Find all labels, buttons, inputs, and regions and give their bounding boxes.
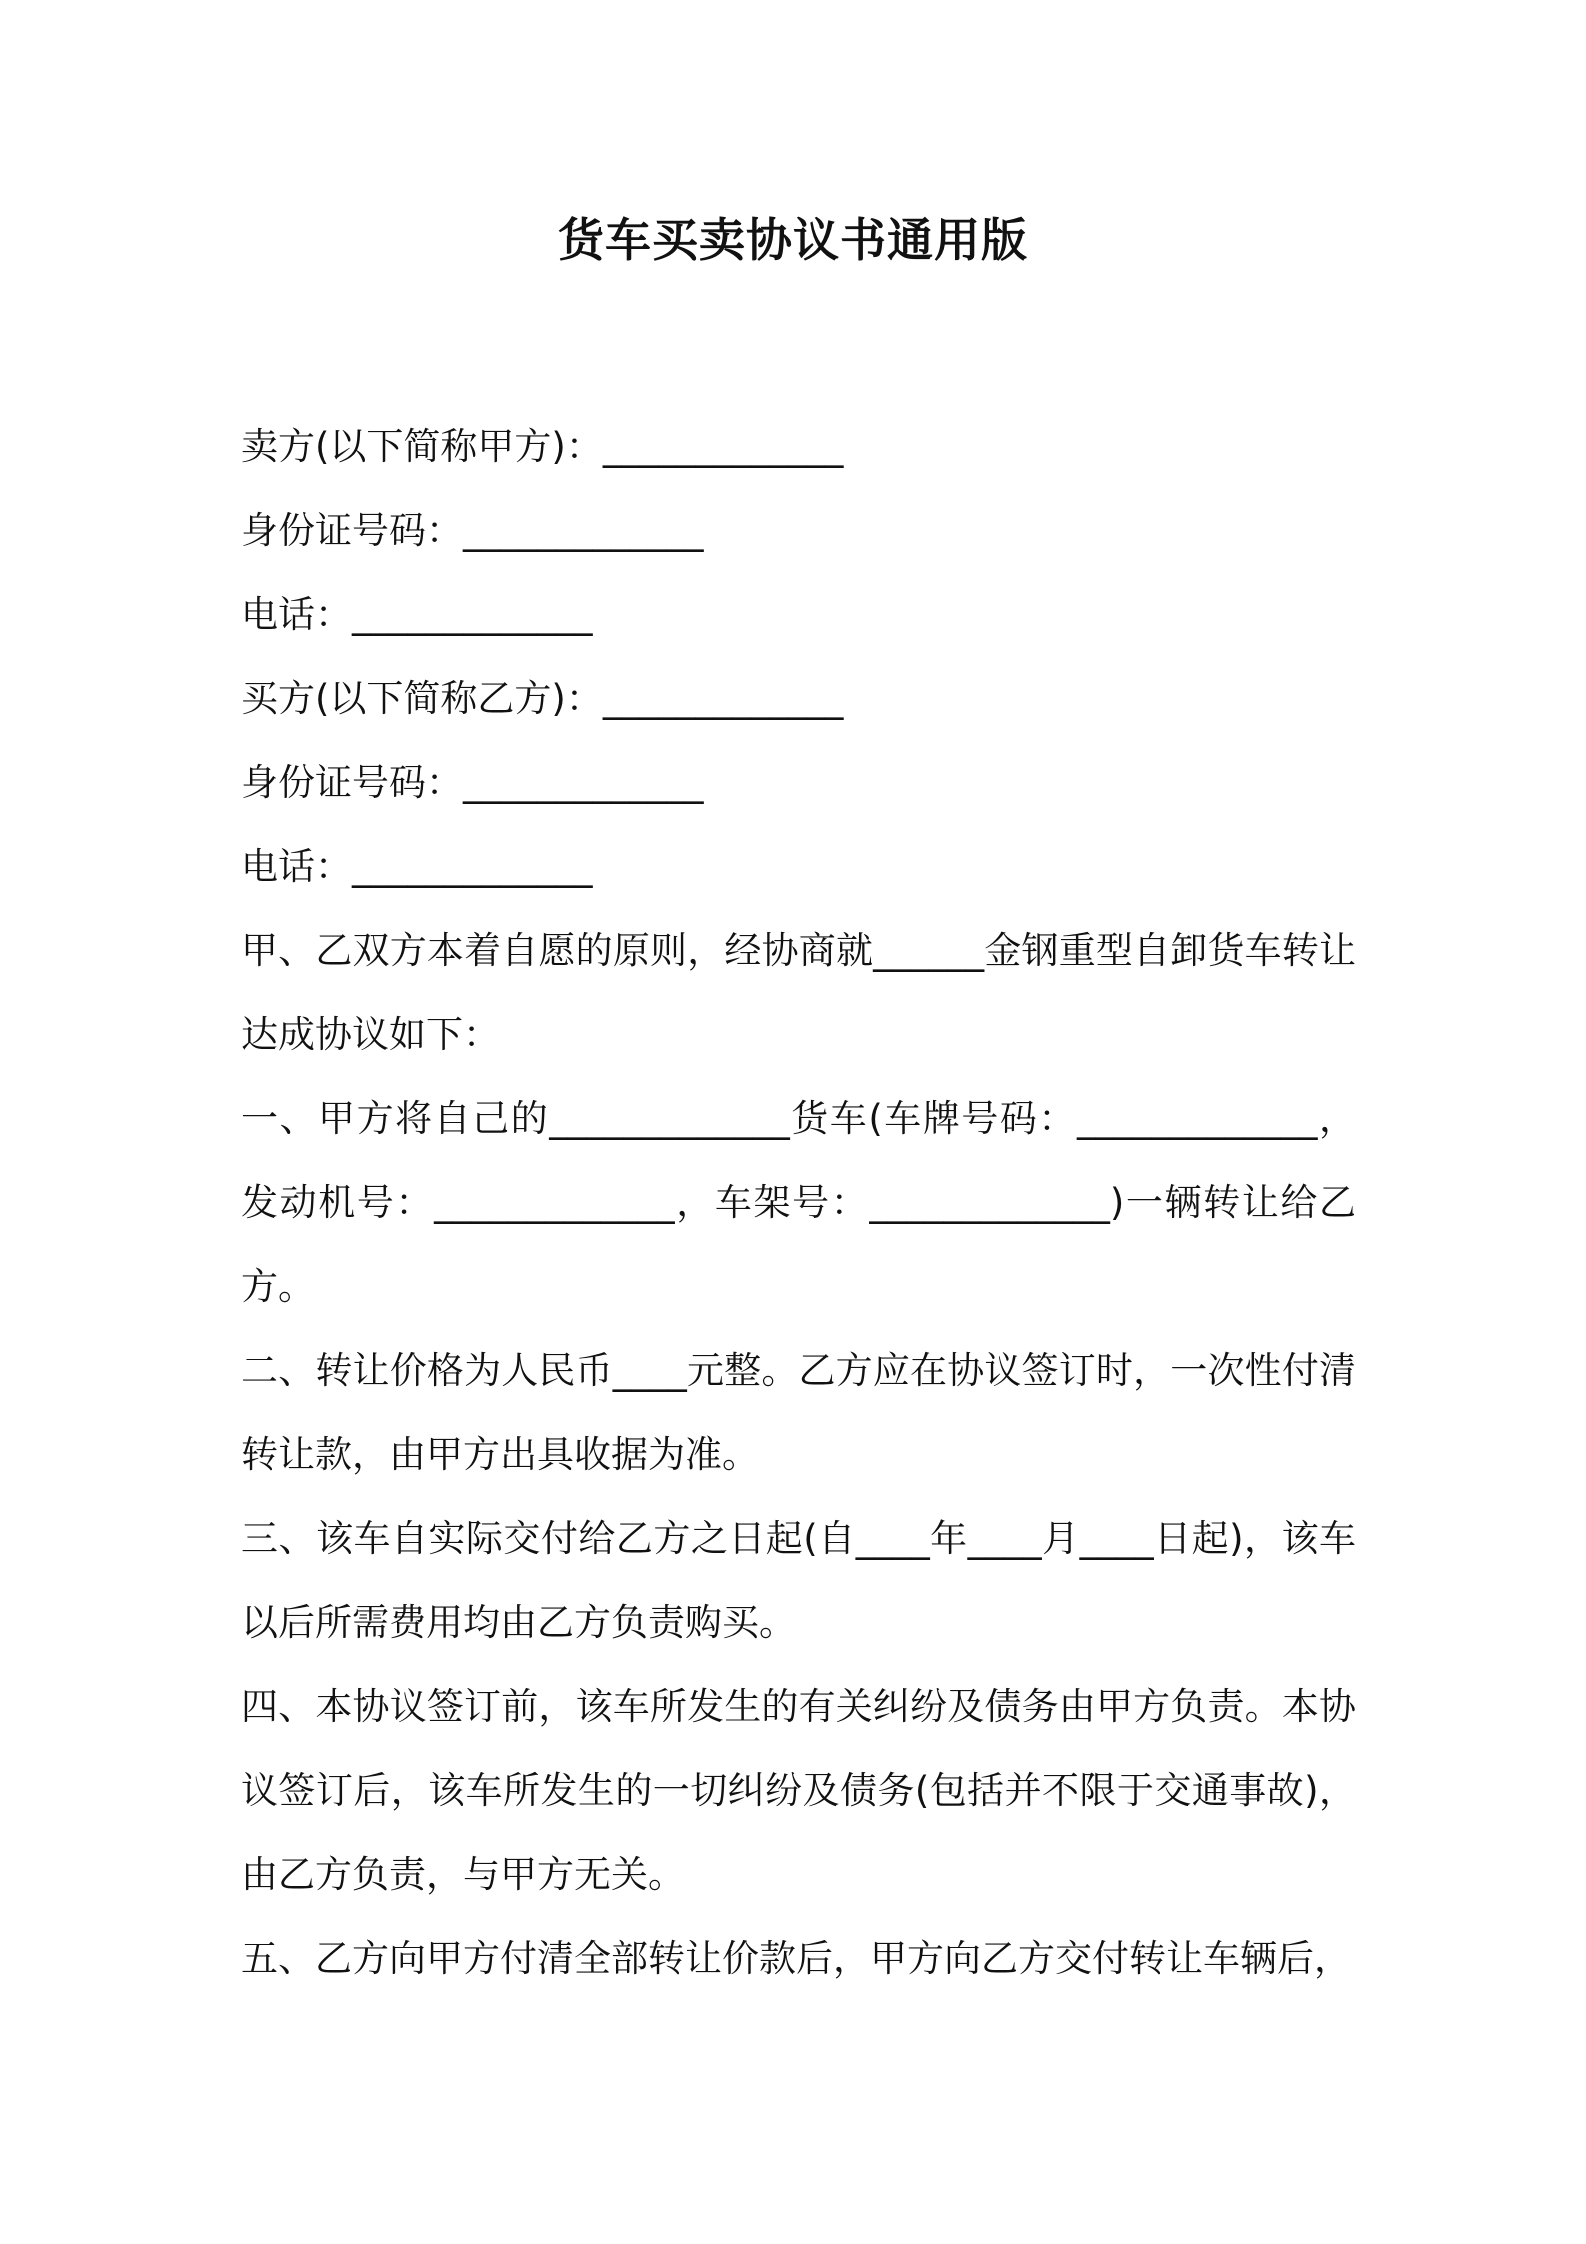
- intro-paragraph: 甲、乙双方本着自愿的原则，经协商就______金钢重型自卸货车转让达成协议如下：: [241, 929, 1356, 1056]
- clause-4: 四、本协议签订前，该车所发生的有关纠纷及债务由甲方负责。本协议签订后，该车所发生的一切纠纷及债务(包括并不限于交通事故)，由乙方负责，与甲方无关。: [241, 1685, 1356, 1896]
- clause-2: 二、转让价格为人民币____元整。乙方应在协议签订时，一次性付清转让款，由甲方出具收据为准。: [241, 1349, 1356, 1476]
- buyer-field: 买方(以下简称乙方)：_____________: [241, 677, 844, 720]
- document-title: 货车买卖协议书通用版: [558, 213, 1028, 267]
- buyer-phone-field: 电话：_____________: [241, 845, 593, 888]
- document-body: [241, 405, 1356, 2001]
- clause-3: 三、该车自实际交付给乙方之日起(自____年____月____日起)，该车以后所需费用均由乙方负责购买。: [241, 1517, 1356, 1644]
- seller-phone-field: 电话：_____________: [241, 593, 593, 636]
- seller-field: 卖方(以下简称甲方)：_____________: [241, 425, 844, 468]
- seller-id-field: 身份证号码：_____________: [241, 509, 704, 552]
- clause-1: 一、甲方将自己的_____________货车(车牌号码：_____________，发动机号：_____________，车架号：_____________)一辆转让给乙方。: [241, 1097, 1356, 1308]
- buyer-id-field: 身份证号码：_____________: [241, 761, 704, 804]
- clause-5: 五、乙方向甲方付清全部转让价款后，甲方向乙方交付转让车辆后，: [241, 1937, 1351, 1980]
